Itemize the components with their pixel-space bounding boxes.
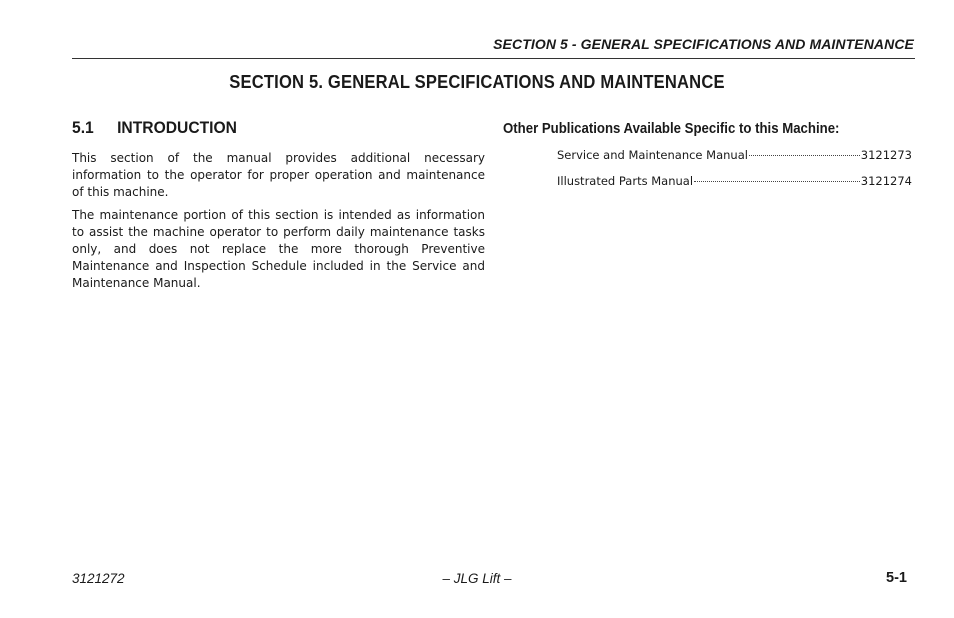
publication-item — [557, 148, 912, 174]
dot-leader — [694, 181, 860, 182]
footer-page-number: 5-1 — [886, 570, 907, 586]
publication-item — [557, 174, 912, 200]
publication-title: Illustrated Parts Manual — [557, 174, 694, 188]
publication-title: Service and Maintenance Manual — [557, 148, 748, 162]
running-header: SECTION 5 - GENERAL SPECIFICATIONS AND MAINTENANCE — [493, 36, 914, 52]
publications-list — [557, 148, 912, 200]
introduction-paragraph-1: This section of the manual provides additional necessary information to the operator for proper operation and maintenance of this machine. — [72, 151, 485, 199]
section-title: SECTION 5. GENERAL SPECIFICATIONS AND MAINTENANCE — [229, 72, 725, 92]
introduction-heading — [72, 116, 452, 140]
header-rule — [72, 58, 915, 59]
publication-number: 3121274 — [860, 174, 912, 188]
publications-column — [503, 116, 915, 200]
introduction-column — [72, 116, 485, 298]
publication-number: 3121273 — [860, 148, 912, 162]
footer-doc-number: 3121272 — [72, 571, 125, 586]
introduction-paragraph-2: The maintenance portion of this section is intended as information to assist the machine operator to perform daily maintenance tasks only, and does not replace the more thorough Preventive Maintenance and Inspection Schedule included in the Service and Maintenance Manual. — [72, 208, 485, 290]
dot-leader — [749, 155, 860, 156]
publications-heading: Other Publications Available Specific to this Machine: — [503, 119, 840, 137]
introduction-number: 5.1 — [72, 118, 94, 137]
introduction-title: INTRODUCTION — [117, 118, 237, 137]
footer-brand: – JLG Lift – — [442, 571, 512, 586]
